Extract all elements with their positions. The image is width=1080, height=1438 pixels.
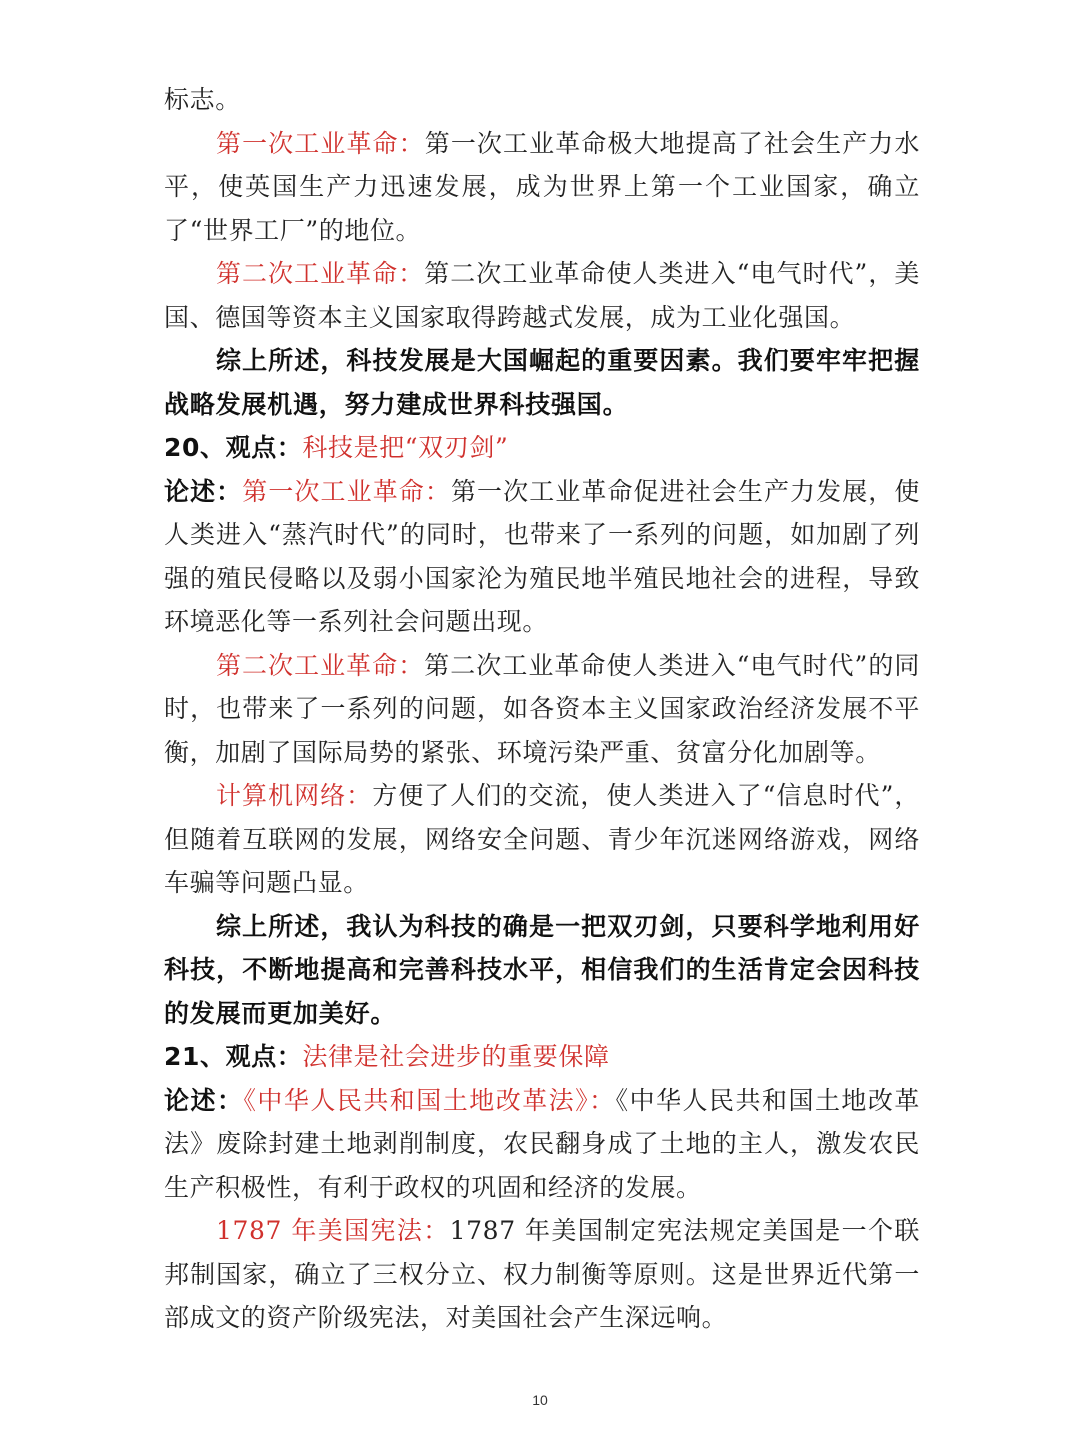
topic-label: 第一次工业革命： — [242, 476, 451, 506]
topic-label: 第二次工业革命： — [216, 259, 425, 288]
paragraph-text: 第二次工业革命使人类进入“电气时代”，美国、德国等资本主义国家取得跨越式发展，成为工业化强国。 — [164, 259, 920, 332]
paragraph-conclusion — [164, 905, 920, 1036]
paragraph-argument-computer-network — [164, 774, 920, 905]
paragraph-first-industrial-revolution — [164, 122, 920, 253]
argument-prefix: 论述： — [164, 1085, 244, 1115]
heading-viewpoint-21 — [164, 1035, 920, 1079]
paragraph-argument-us-constitution — [164, 1209, 920, 1340]
topic-label: 第二次工业革命： — [216, 650, 425, 680]
heading-viewpoint-20 — [164, 426, 920, 470]
page-number: 10 — [532, 1392, 548, 1408]
conclusion-text: 综上所述，我认为科技的确是一把双刃剑，只要科学地利用好科技，不断地提高和完善科技水平，相信我们的生活肯定会因科技的发展而更加美好。 — [164, 911, 920, 1028]
paragraph-conclusion — [164, 339, 920, 426]
argument-prefix: 论述： — [164, 476, 243, 506]
topic-label: 1787 年美国宪法： — [216, 1216, 450, 1245]
paragraph-second-industrial-revolution — [164, 252, 920, 339]
paragraph-argument-first-revolution — [164, 470, 920, 644]
topic-label: 计算机网络： — [216, 781, 373, 810]
paragraph-text: 标志。 — [164, 85, 241, 114]
paragraph-text: 第二次工业革命使人类进入“电气时代”的同时，也带来了一系列的问题，如各资本主义国家政治经济发展不平衡，加剧了国际局势的紧张、环境污染严重、贫富分化加剧等。 — [164, 650, 920, 767]
topic-label: 《中华人民共和国土地改革法》： — [243, 1085, 616, 1115]
topic-label: 第一次工业革命： — [216, 128, 425, 158]
paragraph-text: 方便了人们的交流，使人类进入了“信息时代”，但随着互联网的发展，网络安全问题、青少年沉迷网络游戏，网络车骗等问题凸显。 — [164, 781, 920, 897]
viewpoint-prefix: 21、观点： — [164, 1042, 303, 1071]
paragraph-text: 《中华人民共和国土地改革法》废除封建土地剥削制度，农民翻身成了土地的主人，激发农民生产积极性，有利于政权的巩固和经济的发展。 — [164, 1085, 920, 1202]
viewpoint-text: 法律是社会进步的重要保障 — [302, 1042, 610, 1071]
viewpoint-text: 科技是把“双刃剑” — [302, 433, 509, 462]
paragraph-argument-land-reform-law — [164, 1079, 920, 1210]
viewpoint-prefix: 20、观点： — [164, 433, 303, 462]
paragraph-continuation — [164, 78, 920, 122]
document-body — [164, 78, 920, 1340]
paragraph-text: 第一次工业革命促进社会生产力发展，使人类进入“蒸汽时代”的同时，也带来了一系列的问题，如加剧了列强的殖民侵略以及弱小国家沦为殖民地半殖民地社会的进程，导致环境恶化等一系列社会问题出现。 — [164, 476, 920, 636]
paragraph-argument-second-revolution — [164, 644, 920, 775]
paragraph-text: 第一次工业革命极大地提高了社会生产力水平，使英国生产力迅速发展，成为世界上第一个工业国家，确立了“世界工厂”的地位。 — [164, 128, 920, 245]
paragraph-text: 1787 年美国制定宪法规定美国是一个联邦制国家，确立了三权分立、权力制衡等原则。这是世界近代第一部成文的资产阶级宪法，对美国社会产生深远响。 — [164, 1216, 921, 1332]
conclusion-text: 综上所述，科技发展是大国崛起的重要因素。我们要牢牢把握战略发展机遇，努力建成世界科技强国。 — [164, 346, 920, 419]
